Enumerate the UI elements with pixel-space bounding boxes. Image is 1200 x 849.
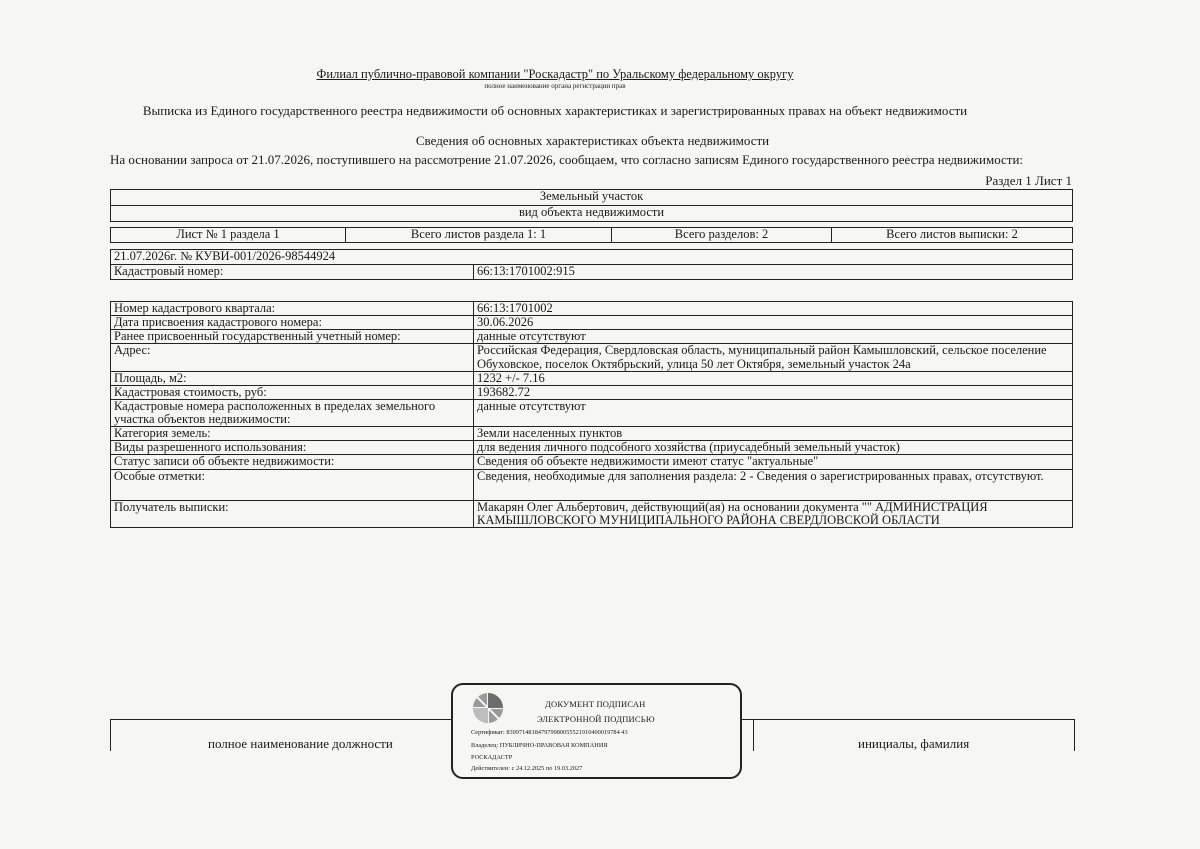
total-sections: Всего разделов: 2 [612, 228, 832, 243]
row-value: Российская Федерация, Свердловская область, муниципальный район Камышловский, сельское поселение Обуховское, поселок Октябрьский, улица 50 лет Октября, земельный участок 24а [474, 344, 1073, 371]
organization-caption: полное наименование органа регистрации прав [484, 82, 626, 90]
row-label: Категория земель: [111, 427, 474, 441]
table-row [111, 344, 1073, 371]
stamp-owner2: РОСКАДАСТР [471, 754, 513, 761]
total-sheets-section: Всего листов раздела 1: 1 [346, 228, 612, 243]
characteristics-table [110, 301, 1073, 528]
row-value: Сведения об объекте недвижимости имеют статус "актуальные" [474, 455, 1073, 469]
row-label: Получатель выписки: [111, 500, 474, 527]
cadastral-number-label: Кадастровый номер: [111, 265, 474, 280]
stamp-owner: Владелец: ПУБЛИЧНО-ПРАВОВАЯ КОМПАНИЯ [471, 742, 608, 749]
table-row [111, 469, 1073, 500]
row-label: Площадь, м2: [111, 371, 474, 385]
object-type-table [110, 189, 1073, 222]
row-value: Макарян Олег Альбертович, действующий(ая) на основании документа "" АДМИНИСТРАЦИЯ КАМЫШЛОВСКОГО МУНИЦИПАЛЬНОГО РАЙОНА СВЕРДЛОВСКОЙ ОБЛАСТИ [474, 500, 1073, 527]
row-label: Кадастровые номера расположенных в пределах земельного участка объектов недвижимости: [111, 399, 474, 426]
row-label: Статус записи об объекте недвижимости: [111, 455, 474, 469]
stamp-line2: ЭЛЕКТРОННОЙ ПОДПИСЬЮ [537, 714, 655, 724]
position-caption: полное наименование должности [208, 736, 393, 751]
table-row [111, 427, 1073, 441]
table-row [111, 330, 1073, 344]
document-title: Выписка из Единого государственного реестра недвижимости об основных характеристиках и зарегистрированных правах на объект недвижимости [142, 103, 968, 118]
table-row [111, 371, 1073, 385]
row-value: Земли населенных пунктов [474, 427, 1073, 441]
table-row [111, 500, 1073, 527]
row-label: Номер кадастрового квартала: [111, 302, 474, 316]
row-label: Виды разрешенного использования: [111, 441, 474, 455]
row-value: 1232 +/- 7.16 [474, 371, 1073, 385]
document-subtitle: Сведения об основных характеристиках объекта недвижимости [415, 133, 770, 148]
row-value: данные отсутствуют [474, 330, 1073, 344]
row-label: Ранее присвоенный государственный учетный номер: [111, 330, 474, 344]
table-row [111, 385, 1073, 399]
row-label: Особые отметки: [111, 469, 474, 500]
table-row [111, 441, 1073, 455]
row-value: 30.06.2026 [474, 316, 1073, 330]
sheet-info-table [110, 227, 1073, 243]
row-value: для ведения личного подсобного хозяйства (приусадебный земельный участок) [474, 441, 1073, 455]
table-row [111, 316, 1073, 330]
extract-number: 21.07.2026г. № КУВИ-001/2026-98544924 [111, 250, 1073, 265]
sheet-number: Лист № 1 раздела 1 [111, 228, 346, 243]
row-value: данные отсутствуют [474, 399, 1073, 426]
organization-name: Филиал публично-правовой компании "Роскадастр" по Уральскому федеральному округу [316, 67, 794, 81]
stamp-certificate: Сертификат: 839971481847979980055521910400019784 43 [471, 729, 628, 736]
roskadastr-logo-icon [471, 691, 505, 725]
row-value: 193682.72 [474, 385, 1073, 399]
extract-number-table [110, 249, 1073, 280]
stamp-line1: ДОКУМЕНТ ПОДПИСАН [545, 699, 646, 709]
signature-divider [753, 720, 754, 751]
request-basis-text: На основании запроса от 21.07.2026, поступившего на рассмотрение 21.07.2026, сообщаем, что согласно записям Единого государственного реестра недвижимости: [110, 152, 1024, 167]
initials-caption: инициалы, фамилия [858, 736, 970, 751]
section-sheet-label: Раздел 1 Лист 1 [985, 173, 1072, 188]
total-sheets-extract: Всего листов выписки: 2 [832, 228, 1073, 243]
cadastral-number-value: 66:13:1701002:915 [474, 265, 1073, 280]
object-type-caption: вид объекта недвижимости [111, 206, 1073, 222]
row-label: Дата присвоения кадастрового номера: [111, 316, 474, 330]
table-row [111, 302, 1073, 316]
row-label: Кадастровая стоимость, руб: [111, 385, 474, 399]
row-value: 66:13:1701002 [474, 302, 1073, 316]
table-row [111, 399, 1073, 426]
object-type: Земельный участок [111, 190, 1073, 206]
electronic-signature-stamp [451, 683, 742, 779]
row-label: Адрес: [111, 344, 474, 371]
row-value: Сведения, необходимые для заполнения раздела: 2 - Сведения о зарегистрированных правах, отсутствуют. [474, 469, 1073, 500]
table-row [111, 455, 1073, 469]
stamp-validity: Действителен: с 24.12.2025 по 19.03.2027 [471, 765, 583, 772]
